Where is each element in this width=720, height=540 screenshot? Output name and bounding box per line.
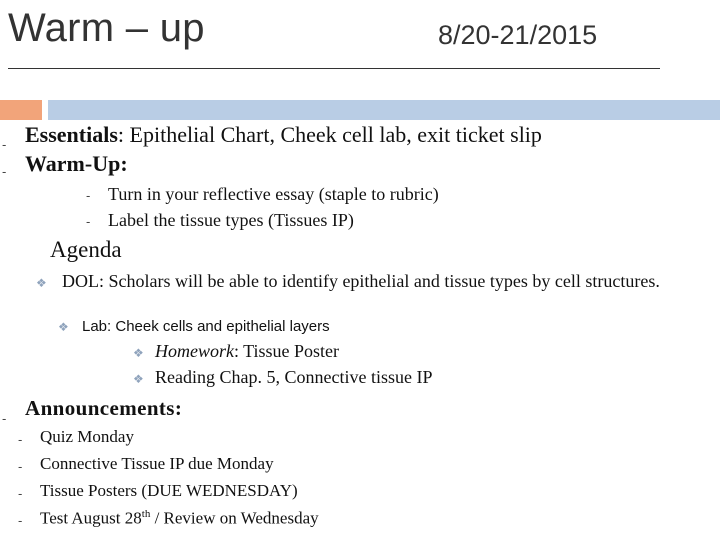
- diamond-bullet-icon: ❖: [133, 346, 144, 360]
- test-text-after: / Review on Wednesday: [150, 508, 319, 528]
- accent-bar-blue: [48, 100, 720, 120]
- agenda-heading: Agenda: [50, 237, 122, 262]
- test-text-before: Test August 28: [40, 508, 142, 528]
- dash-bullet-icon: -: [2, 411, 7, 426]
- dash-bullet-icon: -: [18, 432, 23, 447]
- test-text-sup: th: [141, 508, 151, 520]
- announcement-item: Tissue Posters (DUE WEDNESDAY): [40, 481, 298, 500]
- diamond-bullet-icon: ❖: [36, 276, 47, 290]
- dash-bullet-icon: -: [18, 486, 23, 501]
- agenda-dol: DOL: Scholars will be able to identify epithelial and tissue types by cell structures.: [62, 271, 660, 291]
- diamond-bullet-icon: ❖: [133, 372, 144, 386]
- dash-bullet-icon: -: [18, 513, 23, 528]
- agenda-lab: Lab: Cheek cells and epithelial layers: [82, 318, 330, 335]
- warmup-item: Label the tissue types (Tissues IP): [108, 210, 354, 230]
- accent-bar-orange: [0, 100, 42, 120]
- warmup-label: Warm-Up:: [25, 151, 128, 176]
- homework-text: : Tissue Poster: [234, 341, 340, 361]
- announcement-item-test: [40, 508, 319, 529]
- date-label: 8/20-21/2015: [438, 20, 598, 50]
- diamond-bullet-icon: ❖: [58, 320, 69, 334]
- warmup-item: Turn in your reflective essay (staple to rubric): [108, 184, 439, 204]
- homework-label: Homework: [155, 341, 234, 361]
- dash-bullet-icon: -: [18, 459, 23, 474]
- dash-bullet-icon: -: [2, 137, 7, 152]
- essentials-line: [25, 122, 542, 148]
- dash-bullet-icon: -: [86, 214, 91, 229]
- announcement-item: Quiz Monday: [40, 427, 134, 446]
- agenda-homework: [155, 341, 339, 362]
- dash-bullet-icon: -: [2, 164, 7, 179]
- page-title: Warm – up: [8, 6, 205, 50]
- essentials-label: Essentials: [25, 122, 118, 147]
- title-divider: [8, 68, 660, 69]
- announcement-item: Connective Tissue IP due Monday: [40, 454, 274, 473]
- essentials-text: : Epithelial Chart, Cheek cell lab, exit ticket slip: [117, 122, 542, 147]
- announcements-heading: Announcements:: [25, 396, 183, 420]
- agenda-reading: Reading Chap. 5, Connective tissue IP: [155, 367, 433, 387]
- dash-bullet-icon: -: [86, 188, 91, 203]
